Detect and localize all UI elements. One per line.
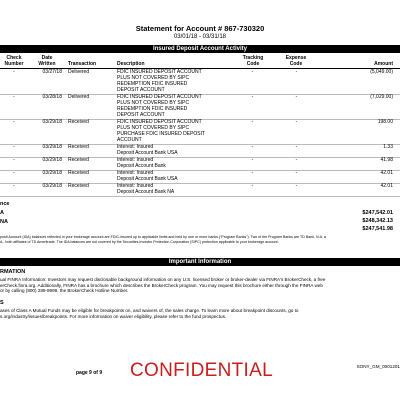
tracking-code-cell: - [251, 157, 254, 163]
date-written-cell: 03/28/18 [42, 94, 62, 100]
tracking-code-cell: - [251, 119, 254, 125]
tracking-code-cell: - [251, 170, 254, 176]
tracking-code-cell: - [251, 94, 254, 100]
statement-period: 03/01/18 - 03/31/18 [173, 34, 227, 40]
balance-amount-1: $247,542.01 [362, 210, 393, 216]
date-written-cell: 03/27/18 [42, 69, 62, 75]
description-line: REDEMPTION FDIC INSURED [117, 106, 188, 112]
description-line: REDEMPTION FDIC INSURED [117, 81, 188, 87]
description-line: FDIC INSURED DEPOSIT ACCOUNT [117, 94, 202, 100]
check-number-cell: - [13, 119, 15, 125]
check-number-cell: - [13, 170, 15, 176]
description-cell [117, 183, 237, 195]
balance-label-3: NA [0, 219, 8, 225]
row-divider [0, 196, 400, 197]
check-number-cell: - [13, 94, 15, 100]
description-line: Deposit Account Bank NA [117, 189, 175, 195]
info-heading-breakpoints: S [0, 300, 4, 306]
check-number-cell: - [13, 183, 15, 189]
amount-cell: (7,029.00) [370, 94, 393, 100]
col-header-tracking: Tracking Code [242, 55, 264, 67]
description-cell [117, 170, 237, 182]
description-line: FDIC INSURED DEPOSIT ACCOUNT [117, 69, 202, 75]
transaction-type-cell: Delivered [68, 94, 90, 100]
info-text-breakpoints: ases of Class A Mutual Funds may be eligible for breakpoints on, and waivers of, the sales charge. To learn more about breakpoint discounts, go to s.org/industry/issues/breakpoints. For more information on waiver eligibility, please refer to the fund prospectus. [0, 308, 299, 319]
amount-cell: 42.01 [380, 183, 393, 189]
transaction-type-cell: Received [68, 183, 89, 189]
balance-label-2: A [0, 210, 4, 216]
check-number-cell: - [13, 157, 15, 163]
description-cell [117, 69, 237, 93]
expense-code-cell: - [295, 94, 298, 100]
description-line: Interest: Insured [117, 144, 154, 150]
description-cell [117, 157, 237, 169]
description-line: FDIC INSURED DEPOSIT ACCOUNT [117, 119, 202, 125]
balance-amount-3: $247,541.98 [362, 226, 393, 232]
ida-section-bar: Insured Deposit Account Activity [0, 45, 400, 53]
description-line: DEPOSIT ACCOUNT [117, 87, 165, 93]
amount-cell: 42.01 [380, 170, 393, 176]
expense-code-cell: - [295, 119, 298, 125]
date-written-cell: 03/29/18 [42, 170, 62, 176]
description-line: Deposit Account Bank [117, 163, 166, 169]
description-cell [117, 94, 237, 118]
description-line: ACCOUNT [117, 137, 142, 143]
tracking-code-cell: - [251, 183, 254, 189]
date-written-cell: 03/29/18 [42, 119, 62, 125]
description-line: Deposit Account Bank USA [117, 176, 178, 182]
date-written-cell: 03/29/18 [42, 144, 62, 150]
ida-disclosure-note: posit Account (IDA) balances reflected in your brokerage account are FDIC-insured up to applicable limits and held by one or more banks ("Program Banks"). Two of the Program Banks are TD Bank, N.A. a A., both affiliates of TD Ameritrade. The IDA balances are not covered by the Securities Investor Protection Corporation (SIPC) protection applicable to your brokerage account. [0, 235, 327, 244]
info-heading-finra: RMATION [0, 269, 26, 275]
description-line: Interest: Insured [117, 157, 154, 163]
transaction-type-cell: Received [68, 157, 89, 163]
col-header-description: Description [117, 61, 145, 67]
amount-cell: 41.98 [380, 157, 393, 163]
info-text-finra: ual FINRA Information: Investors may request disclosable background information on any U.S. licensed broker or broker-dealer via FINRA's BrokerCheck, a free erCheck.finra.org. Additionally, FINRA has a brochure which describes the BrokerCheck program. You may request this brochure either through the FINRA web or by calling (800) 289-9999, the BrokerCheck Hotline Number. [0, 277, 326, 294]
balance-amount-2: $248,342.13 [362, 218, 393, 224]
document-id: SONY_GM_0001201 [356, 364, 400, 369]
description-line: PURCHASE FDIC INSURED DEPOSIT [117, 131, 206, 137]
page-number: page 9 of 9 [76, 370, 103, 376]
col-header-check: Check Number [4, 55, 24, 67]
expense-code-cell: - [295, 170, 298, 176]
date-written-cell: 03/29/18 [42, 183, 62, 189]
description-cell [117, 119, 237, 143]
statement-title: Statement for Account # 867-730320 [135, 24, 265, 33]
description-line: PLUS NOT COVERED BY SIPC [117, 125, 190, 131]
col-header-amount: Amount [374, 61, 393, 67]
col-header-date: Date Written [38, 55, 56, 67]
transaction-type-cell: Received [68, 119, 89, 125]
description-line: PLUS NOT COVERED BY SIPC [117, 100, 190, 106]
check-number-cell: - [13, 69, 15, 75]
important-info-bar: Important Information [0, 258, 400, 266]
expense-code-cell: - [295, 157, 298, 163]
balance-label-1: nce [0, 201, 10, 207]
tracking-code-cell: - [251, 144, 254, 150]
date-written-cell: 03/29/18 [42, 157, 62, 163]
col-header-transaction: Transaction [68, 61, 97, 67]
amount-cell: (5,049.00) [370, 69, 393, 75]
amount-cell: 198.00 [377, 119, 393, 125]
confidential-stamp: CONFIDENTIAL [130, 360, 273, 381]
description-line: PLUS NOT COVERED BY SIPC [117, 75, 190, 81]
expense-code-cell: - [295, 144, 298, 150]
amount-cell: 1.33 [383, 144, 393, 150]
description-line: Interest: Insured [117, 183, 154, 189]
expense-code-cell: - [295, 69, 298, 75]
description-line: Deposit Account Bank USA [117, 150, 178, 156]
description-line: Interest: Insured [117, 170, 154, 176]
check-number-cell: - [13, 144, 15, 150]
transaction-type-cell: Received [68, 170, 89, 176]
expense-code-cell: - [295, 183, 298, 189]
col-header-expense: Expense Code [285, 55, 307, 67]
description-cell [117, 144, 237, 156]
tracking-code-cell: - [251, 69, 254, 75]
transaction-type-cell: Delivered [68, 69, 90, 75]
transaction-type-cell: Received [68, 144, 89, 150]
description-line: DEPOSIT ACCOUNT [117, 112, 165, 118]
